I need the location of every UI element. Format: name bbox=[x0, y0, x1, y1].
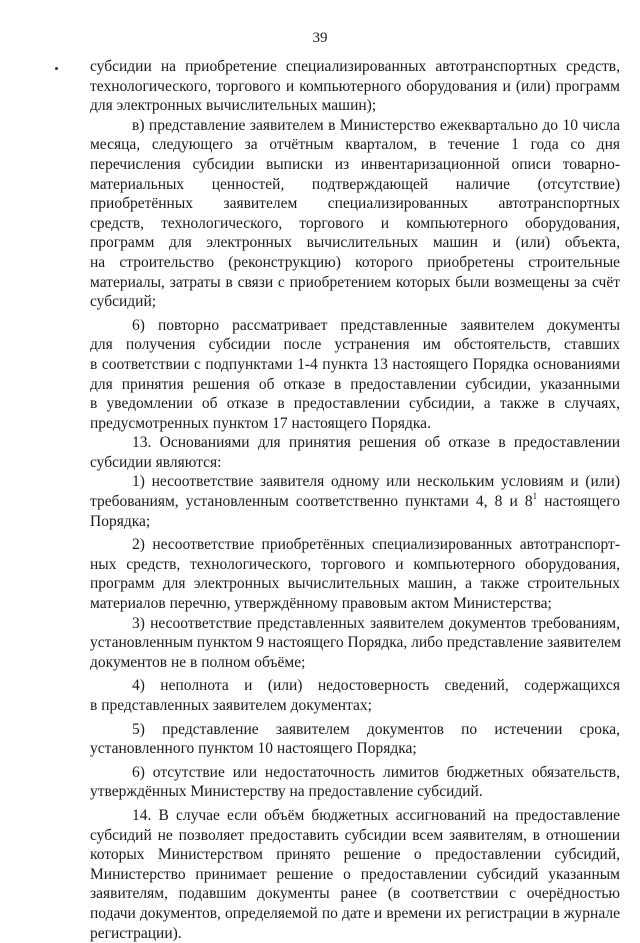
text-line: 14. В случае если объём бюджетных ассигнований на предоставление bbox=[132, 806, 620, 824]
text-line: материалов перечню, утверждённому правовым актом Министерства; bbox=[90, 595, 552, 613]
text-line: материалы, затраты в связи с приобретением которых были возмещены за счёт bbox=[90, 273, 620, 291]
text-line: для получения субсидии после устранения им обстоятельств, ставших bbox=[90, 336, 620, 354]
text-line: 6) отсутствие или недостаточность лимитов бюджетных обязательств, bbox=[132, 763, 620, 781]
text-line: ных средств, технологического, торгового и компьютерного оборудования, bbox=[90, 555, 620, 573]
text-line: перечисления субсидии выписки из инвентаризационной описи товарно- bbox=[90, 155, 620, 173]
text-line: приобретённых заявителем специализированных автотранспортных bbox=[90, 195, 620, 213]
superscript: 1 bbox=[532, 491, 538, 502]
text-line: 13. Основаниями для принятия решения об отказе в предоставлении bbox=[132, 434, 620, 452]
text-line: 5) представление заявителем документов по истечении срока, bbox=[132, 720, 620, 738]
text-line: субсидии являются: bbox=[90, 453, 222, 471]
text-line: субсидии на приобретение специализированных автотранспортных средств, bbox=[90, 58, 620, 75]
text-line: утверждённых Министерству на предоставление субсидий. bbox=[90, 783, 483, 801]
text-line: 2) несоответствие приобретённых специализированных автотранспорт- bbox=[132, 536, 620, 554]
text-line: в соответствии с подпунктами 1-4 пункта 13 настоящего Порядка основаниями bbox=[90, 355, 620, 373]
text-line: требованиям, установленным соответственно пунктами 4, 8 и $8^1$ настоящего bbox=[90, 491, 620, 511]
text-line: программ для электронных вычислительных машин, а также строительных bbox=[90, 575, 620, 593]
text-line: программ для электронных вычислительных машин и (или) объекта, bbox=[90, 234, 620, 252]
text-line: месяца, следующего за отчётным кварталом, в течение 1 года со дня bbox=[90, 136, 620, 154]
text-line: установленного пунктом 10 настоящего Порядка; bbox=[90, 740, 417, 758]
text-line: средств, технологического, торгового и компьютерного оборудования, bbox=[90, 214, 620, 232]
text-line: технологического, торгового и компьютерного оборудования и (или) программ bbox=[90, 77, 620, 95]
text-line: в) представление заявителем в Министерство ежеквартально до 10 числа bbox=[132, 116, 620, 134]
text-line: Министерство принимает решение о предоставлении субсидий указанным bbox=[90, 865, 620, 883]
text-line: для электронных вычислительных машин); bbox=[90, 97, 377, 115]
text-line: документов не в полном объёме; bbox=[90, 653, 306, 671]
text-line: подачи документов, определяемой по дате и времени их регистрации в журнале bbox=[90, 904, 620, 922]
text-line: в уведомлении об отказе в предоставлении субсидии, а также в случаях, bbox=[90, 395, 620, 413]
text-line: предусмотренных пунктом 17 настоящего Порядка. bbox=[90, 414, 431, 432]
margin-dot bbox=[55, 67, 58, 70]
text-line: 6) повторно рассматривает представленные заявителем документы bbox=[132, 316, 620, 334]
text-line: заявителям, подавшим документы ранее (в соответствии с очерёдностью bbox=[90, 885, 620, 903]
text-line: субсидий не позволяет предоставить субсидии всем заявителям, в отношении bbox=[90, 826, 620, 844]
text-line: 4) неполнота и (или) недостоверность сведений, содержащихся bbox=[132, 677, 620, 695]
page-number: 39 bbox=[312, 30, 328, 46]
document-body bbox=[90, 57, 620, 943]
text-line: установленным пунктом 9 настоящего Порядка, либо представление заявителем bbox=[90, 634, 621, 652]
text-line: Порядка; bbox=[90, 512, 151, 530]
text-line: которых Министерством принято решение о предоставлении субсидий, bbox=[90, 846, 620, 864]
text-line: 1) несоответствие заявителя одному или нескольким условиям и (или) bbox=[132, 473, 620, 491]
text-line: субсидий; bbox=[90, 293, 157, 311]
text-line: для принятия решения об отказе в предоставлении субсидии, указанными bbox=[90, 375, 620, 393]
text-line: 3) несоответствие представленных заявителем документов требованиям, bbox=[132, 614, 620, 632]
text-line: на строительство (реконструкцию) которого приобретены строительные bbox=[90, 253, 620, 271]
text-line: материальных ценностей, подтверждающей наличие (отсутствие) bbox=[90, 175, 620, 193]
text-line: в представленных заявителем документах; bbox=[90, 697, 372, 714]
text-line: регистрации). bbox=[90, 924, 182, 942]
